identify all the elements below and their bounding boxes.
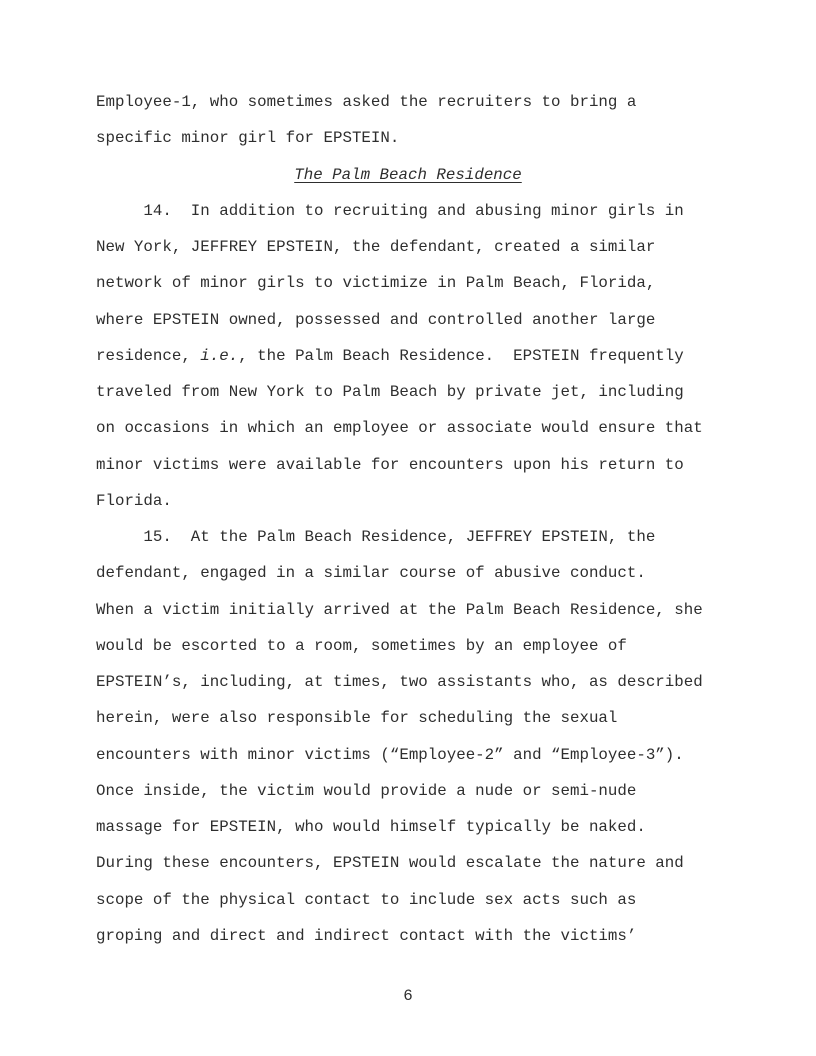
document-line: 14. In addition to recruiting and abusing minor girls in <box>96 201 684 220</box>
document-body <box>96 84 720 954</box>
document-line: groping and direct and indirect contact with the victims’ <box>96 926 637 945</box>
document-line: Florida. <box>96 491 172 510</box>
document-line: During these encounters, EPSTEIN would escalate the nature and <box>96 854 684 873</box>
document-line: on occasions in which an employee or associate would ensure that <box>96 419 703 438</box>
section-heading: The Palm Beach Residence <box>294 165 522 184</box>
document-line: massage for EPSTEIN, who would himself typically be naked. <box>96 818 646 836</box>
document-line: Employee-1, who sometimes asked the recruiters to bring a <box>96 93 637 111</box>
document-line: EPSTEIN’s, including, at times, two assistants who, as described <box>96 673 703 691</box>
document-line: minor victims were available for encounters upon his return to <box>96 455 684 474</box>
document-line: When a victim initially arrived at the Palm Beach Residence, she <box>96 600 703 619</box>
page-number: 6 <box>403 987 413 1005</box>
line-segment-italic: i.e. <box>200 346 239 365</box>
document-line: where EPSTEIN owned, possessed and controlled another large <box>96 310 656 329</box>
document-line: scope of the physical contact to include sex acts such as <box>96 890 637 909</box>
line-segment: residence, <box>96 346 201 365</box>
document-line: would be escorted to a room, sometimes by an employee of <box>96 636 627 655</box>
document-line: 15. At the Palm Beach Residence, JEFFREY EPSTEIN, the <box>96 528 656 546</box>
document-line: specific minor girl for EPSTEIN. <box>96 129 400 148</box>
line-segment: , the Palm Beach Residence. EPSTEIN frequently <box>238 346 684 365</box>
document-line: New York, JEFFREY EPSTEIN, the defendant, created a similar <box>96 238 656 256</box>
document-line: defendant, engaged in a similar course of abusive conduct. <box>96 564 646 583</box>
document-line: traveled from New York to Palm Beach by private jet, including <box>96 383 684 401</box>
document-line: herein, were also responsible for scheduling the sexual <box>96 709 618 728</box>
document-line <box>96 338 720 374</box>
section-heading-line <box>96 157 720 193</box>
document-line: Once inside, the victim would provide a nude or semi-nude <box>96 781 637 800</box>
document-line: network of minor girls to victimize in Palm Beach, Florida, <box>96 274 656 293</box>
document-line: encounters with minor victims (“Employee-2” and “Employee-3”). <box>96 745 684 764</box>
